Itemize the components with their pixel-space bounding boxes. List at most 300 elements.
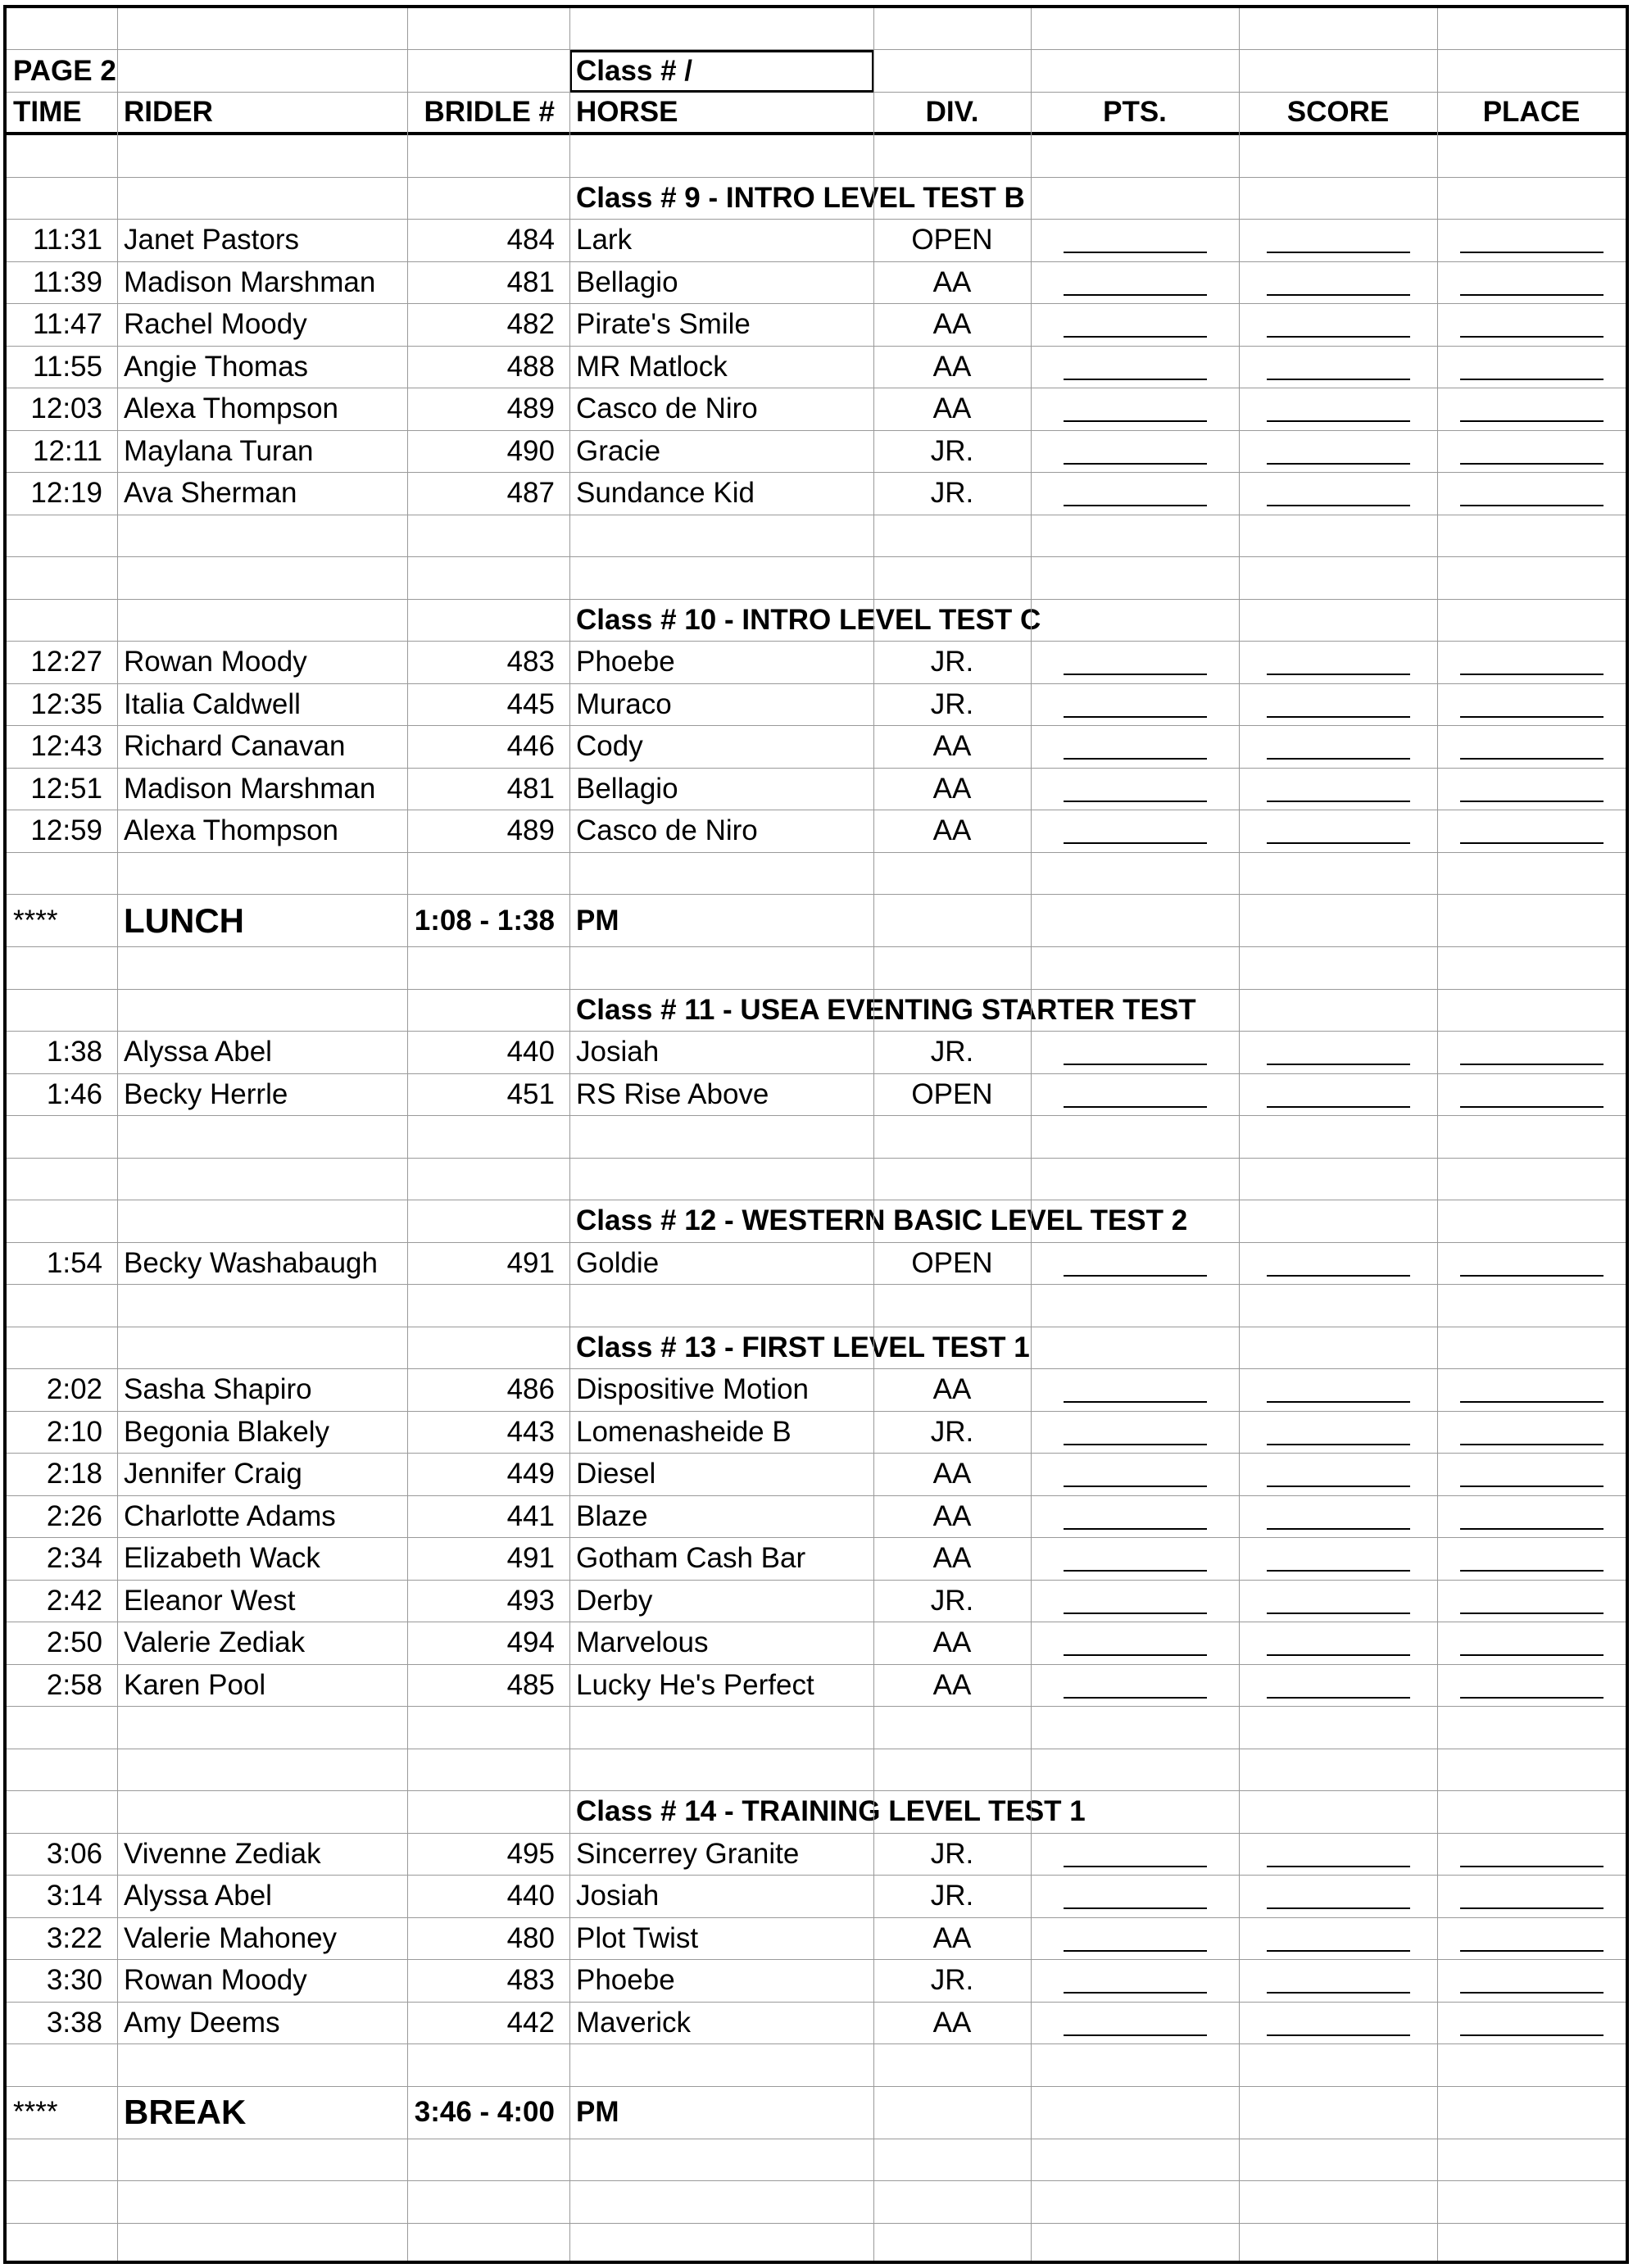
place-field[interactable] xyxy=(1437,1243,1626,1285)
entry-horse: Gracie xyxy=(576,434,661,467)
place-field-line[interactable] xyxy=(1460,420,1604,422)
score-field-line[interactable] xyxy=(1267,463,1410,465)
entry-rider: Becky Washabaugh xyxy=(124,1246,378,1279)
pts-field[interactable] xyxy=(1031,684,1239,726)
entry-row xyxy=(7,388,1626,431)
entry-time: 12:19 xyxy=(30,477,102,510)
place-field-line[interactable] xyxy=(1460,801,1604,802)
place-field-line[interactable] xyxy=(1460,336,1604,338)
column-divider xyxy=(407,8,408,2261)
entry-division: JR. xyxy=(930,1880,974,1912)
entry-row xyxy=(7,1369,1626,1412)
score-field[interactable] xyxy=(1239,1074,1437,1116)
pts-field[interactable] xyxy=(1031,1665,1239,1707)
entry-time: 3:06 xyxy=(46,1837,102,1870)
break-row xyxy=(7,895,1626,947)
pts-field-line[interactable] xyxy=(1064,1697,1207,1699)
entry-bridle: 480 xyxy=(506,1921,555,1954)
place-field-line[interactable] xyxy=(1460,1444,1604,1445)
entry-row xyxy=(7,262,1626,305)
entry-division: AA xyxy=(932,814,972,847)
entry-horse: Blaze xyxy=(576,1499,648,1532)
pts-field[interactable] xyxy=(1031,388,1239,430)
place-field[interactable] xyxy=(1437,642,1626,683)
place-field[interactable] xyxy=(1437,1074,1626,1116)
class-title: Class # 14 - TRAINING LEVEL TEST 1 xyxy=(576,1795,1086,1828)
pts-field[interactable] xyxy=(1031,1074,1239,1116)
entry-division: AA xyxy=(932,2006,972,2039)
score-field-line[interactable] xyxy=(1267,674,1410,675)
score-field-line[interactable] xyxy=(1267,294,1410,296)
entry-time: 2:18 xyxy=(46,1458,102,1490)
score-field-line[interactable] xyxy=(1267,1613,1410,1614)
entry-horse: MR Matlock xyxy=(576,350,728,383)
entry-time: 12:27 xyxy=(30,646,102,678)
score-field[interactable] xyxy=(1239,262,1437,304)
score-field-line[interactable] xyxy=(1267,252,1410,253)
entry-row xyxy=(7,1032,1626,1074)
place-field-line[interactable] xyxy=(1460,758,1604,760)
place-field[interactable] xyxy=(1437,1834,1626,1876)
place-field-line[interactable] xyxy=(1460,294,1604,296)
entry-horse: Derby xyxy=(576,1584,653,1617)
entry-division: AA xyxy=(932,392,972,425)
entry-time: 12:03 xyxy=(30,392,102,425)
empty-row xyxy=(7,515,1626,558)
entry-time: 1:38 xyxy=(46,1036,102,1068)
class-number-box[interactable] xyxy=(569,50,874,93)
score-field[interactable] xyxy=(1239,388,1437,430)
entry-horse: Lark xyxy=(576,224,633,256)
empty-row xyxy=(7,1285,1626,1327)
place-field[interactable] xyxy=(1437,1412,1626,1454)
score-field[interactable] xyxy=(1239,1665,1437,1707)
column-divider xyxy=(117,8,118,2261)
pts-field-line[interactable] xyxy=(1064,1613,1207,1614)
score-field-line[interactable] xyxy=(1267,1444,1410,1445)
place-field-line[interactable] xyxy=(1460,1907,1604,1909)
pts-field[interactable] xyxy=(1031,1876,1239,1917)
column-header-1: RIDER xyxy=(124,96,213,128)
score-field[interactable] xyxy=(1239,810,1437,852)
score-field-line[interactable] xyxy=(1267,1275,1410,1277)
entry-bridle: 442 xyxy=(506,2006,555,2039)
score-field[interactable] xyxy=(1239,1412,1437,1454)
pts-field[interactable] xyxy=(1031,1496,1239,1538)
score-field-line[interactable] xyxy=(1267,1106,1410,1108)
score-field[interactable] xyxy=(1239,1496,1437,1538)
score-field-line[interactable] xyxy=(1267,1950,1410,1952)
pts-field[interactable] xyxy=(1031,1834,1239,1876)
entry-bridle: 490 xyxy=(506,434,555,467)
entry-division: AA xyxy=(932,1626,972,1659)
pts-field[interactable] xyxy=(1031,431,1239,473)
entry-time: 2:26 xyxy=(46,1499,102,1532)
entry-horse: Goldie xyxy=(576,1246,660,1279)
entry-time: 11:47 xyxy=(33,308,102,341)
score-field-line[interactable] xyxy=(1267,1401,1410,1403)
class-label: Class # / xyxy=(576,54,693,87)
pts-field-line[interactable] xyxy=(1064,716,1207,718)
entry-row xyxy=(7,473,1626,515)
entry-horse: Marvelous xyxy=(576,1626,709,1659)
place-field-line[interactable] xyxy=(1460,1950,1604,1952)
pts-field-line[interactable] xyxy=(1064,463,1207,465)
pts-field-line[interactable] xyxy=(1064,1444,1207,1445)
score-field-line[interactable] xyxy=(1267,1486,1410,1487)
score-field-line[interactable] xyxy=(1267,420,1410,422)
pts-field[interactable] xyxy=(1031,473,1239,515)
entry-horse: Plot Twist xyxy=(576,1921,699,1954)
place-field[interactable] xyxy=(1437,1622,1626,1664)
pts-field[interactable] xyxy=(1031,810,1239,852)
score-field[interactable] xyxy=(1239,304,1437,346)
entry-time: 11:31 xyxy=(33,224,102,256)
pts-field[interactable] xyxy=(1031,1960,1239,2002)
pts-field[interactable] xyxy=(1031,1243,1239,1285)
entry-horse: Pirate's Smile xyxy=(576,308,751,341)
class-title-row xyxy=(7,990,1626,1032)
score-field[interactable] xyxy=(1239,769,1437,810)
entry-horse: Bellagio xyxy=(576,265,678,298)
entry-bridle: 481 xyxy=(506,772,555,805)
break-time: 1:08 - 1:38 xyxy=(414,904,555,937)
entry-horse: Casco de Niro xyxy=(576,814,758,847)
score-field-line[interactable] xyxy=(1267,1866,1410,1867)
entry-rider: Begonia Blakely xyxy=(124,1415,329,1448)
place-field[interactable] xyxy=(1437,1581,1626,1622)
entry-time: 1:54 xyxy=(46,1246,102,1279)
class-title: Class # 9 - INTRO LEVEL TEST B xyxy=(576,181,1025,214)
place-field[interactable] xyxy=(1437,262,1626,304)
pts-field[interactable] xyxy=(1031,769,1239,810)
score-field[interactable] xyxy=(1239,684,1437,726)
place-field[interactable] xyxy=(1437,1665,1626,1707)
entry-horse: Dispositive Motion xyxy=(576,1373,809,1406)
entry-division: AA xyxy=(932,1458,972,1490)
place-field-line[interactable] xyxy=(1460,505,1604,506)
place-field-line[interactable] xyxy=(1460,463,1604,465)
score-field[interactable] xyxy=(1239,1876,1437,1917)
entry-rider: Eleanor West xyxy=(124,1584,296,1617)
pts-field[interactable] xyxy=(1031,1412,1239,1454)
score-field[interactable] xyxy=(1239,1834,1437,1876)
score-field[interactable] xyxy=(1239,1032,1437,1073)
entry-row xyxy=(7,1665,1626,1708)
entry-rider: Becky Herrle xyxy=(124,1077,288,1110)
pts-field[interactable] xyxy=(1031,1032,1239,1073)
pts-field-line[interactable] xyxy=(1064,1992,1207,1994)
pts-field-line[interactable] xyxy=(1064,1907,1207,1909)
place-field-line[interactable] xyxy=(1460,1106,1604,1108)
entry-row xyxy=(7,642,1626,684)
place-field-line[interactable] xyxy=(1460,1992,1604,1994)
pts-field[interactable] xyxy=(1031,220,1239,261)
empty-row xyxy=(7,947,1626,990)
pts-field[interactable] xyxy=(1031,1581,1239,1622)
pts-field-line[interactable] xyxy=(1064,252,1207,253)
place-field-line[interactable] xyxy=(1460,252,1604,253)
score-field[interactable] xyxy=(1239,473,1437,515)
place-field-line[interactable] xyxy=(1460,1528,1604,1530)
place-field[interactable] xyxy=(1437,388,1626,430)
pts-field-line[interactable] xyxy=(1064,420,1207,422)
pts-field[interactable] xyxy=(1031,1622,1239,1664)
score-field[interactable] xyxy=(1239,431,1437,473)
entry-row xyxy=(7,1243,1626,1286)
place-field-line[interactable] xyxy=(1460,1654,1604,1656)
column-header-6: SCORE xyxy=(1286,96,1390,128)
entry-time: 12:59 xyxy=(30,814,102,847)
place-field-line[interactable] xyxy=(1460,2034,1604,2036)
break-marker: **** xyxy=(13,2096,58,2128)
score-field-line[interactable] xyxy=(1267,716,1410,718)
place-field-line[interactable] xyxy=(1460,842,1604,844)
entry-rider: Elizabeth Wack xyxy=(124,1542,320,1575)
score-field-line[interactable] xyxy=(1267,505,1410,506)
entry-horse: Cody xyxy=(576,730,643,763)
entry-bridle: 441 xyxy=(506,1499,555,1532)
entry-row xyxy=(7,1622,1626,1665)
score-field-line[interactable] xyxy=(1267,801,1410,802)
place-field[interactable] xyxy=(1437,769,1626,810)
entry-division: AA xyxy=(932,350,972,383)
place-field-line[interactable] xyxy=(1460,379,1604,380)
entry-division: AA xyxy=(932,1668,972,1701)
entry-division: JR. xyxy=(930,687,974,720)
pts-field-line[interactable] xyxy=(1064,505,1207,506)
score-field[interactable] xyxy=(1239,2003,1437,2044)
entry-rider: Sasha Shapiro xyxy=(124,1373,312,1406)
entry-division: AA xyxy=(932,308,972,341)
entry-bridle: 484 xyxy=(506,224,555,256)
pts-field-line[interactable] xyxy=(1064,1106,1207,1108)
entry-rider: Alexa Thompson xyxy=(124,814,339,847)
break-marker: **** xyxy=(13,904,58,937)
column-divider xyxy=(1239,8,1240,2261)
score-field-line[interactable] xyxy=(1267,1992,1410,1994)
pts-field[interactable] xyxy=(1031,347,1239,388)
pts-field-line[interactable] xyxy=(1064,379,1207,380)
place-field[interactable] xyxy=(1437,684,1626,726)
place-field-line[interactable] xyxy=(1460,1401,1604,1403)
entry-rider: Valerie Zediak xyxy=(124,1626,306,1659)
place-field-line[interactable] xyxy=(1460,1486,1604,1487)
pts-field-line[interactable] xyxy=(1064,1528,1207,1530)
class-title: Class # 12 - WESTERN BASIC LEVEL TEST 2 xyxy=(576,1204,1188,1237)
score-field[interactable] xyxy=(1239,347,1437,388)
pts-field-line[interactable] xyxy=(1064,674,1207,675)
entry-rider: Italia Caldwell xyxy=(124,687,301,720)
place-field[interactable] xyxy=(1437,1496,1626,1538)
entry-row xyxy=(7,1960,1626,2003)
score-field-line[interactable] xyxy=(1267,1064,1410,1065)
score-field[interactable] xyxy=(1239,642,1437,683)
entry-division: AA xyxy=(932,1499,972,1532)
score-field-line[interactable] xyxy=(1267,2034,1410,2036)
place-field-line[interactable] xyxy=(1460,1275,1604,1277)
entry-division: OPEN xyxy=(911,224,993,256)
score-field[interactable] xyxy=(1239,1243,1437,1285)
score-field[interactable] xyxy=(1239,1454,1437,1495)
pts-field[interactable] xyxy=(1031,642,1239,683)
entry-division: JR. xyxy=(930,1415,974,1448)
entry-row xyxy=(7,220,1626,262)
score-field-line[interactable] xyxy=(1267,758,1410,760)
score-field[interactable] xyxy=(1239,1369,1437,1411)
entry-rider: Rowan Moody xyxy=(124,1964,307,1997)
place-field[interactable] xyxy=(1437,1454,1626,1495)
pts-field[interactable] xyxy=(1031,304,1239,346)
entry-row xyxy=(7,684,1626,727)
entry-row xyxy=(7,1581,1626,1623)
pts-field-line[interactable] xyxy=(1064,1486,1207,1487)
entry-horse: Casco de Niro xyxy=(576,392,758,425)
page-number: PAGE 2 xyxy=(13,54,116,87)
entry-rider: Rachel Moody xyxy=(124,308,307,341)
entry-rider: Janet Pastors xyxy=(124,224,299,256)
entry-horse: Sundance Kid xyxy=(576,477,755,510)
entry-horse: Josiah xyxy=(576,1036,660,1068)
pts-field-line[interactable] xyxy=(1064,1570,1207,1572)
place-field[interactable] xyxy=(1437,1032,1626,1073)
place-field-line[interactable] xyxy=(1460,1697,1604,1699)
entry-time: 3:38 xyxy=(46,2006,102,2039)
entry-time: 12:43 xyxy=(30,730,102,763)
place-field[interactable] xyxy=(1437,1960,1626,2002)
column-divider xyxy=(1031,8,1032,2261)
column-divider xyxy=(1437,8,1438,2261)
entry-horse: RS Rise Above xyxy=(576,1077,769,1110)
column-header-0: TIME xyxy=(13,96,82,128)
pts-field[interactable] xyxy=(1031,262,1239,304)
entry-division: JR. xyxy=(930,1036,974,1068)
entry-division: OPEN xyxy=(911,1246,993,1279)
place-field[interactable] xyxy=(1437,473,1626,515)
entry-division: AA xyxy=(932,1921,972,1954)
entry-bridle: 449 xyxy=(506,1458,555,1490)
place-field[interactable] xyxy=(1437,2003,1626,2044)
pts-field-line[interactable] xyxy=(1064,1275,1207,1277)
empty-row xyxy=(7,1749,1626,1792)
pts-field-line[interactable] xyxy=(1064,1401,1207,1403)
score-field[interactable] xyxy=(1239,1581,1437,1622)
pts-field-line[interactable] xyxy=(1064,1064,1207,1065)
score-field[interactable] xyxy=(1239,1538,1437,1580)
entry-bridle: 446 xyxy=(506,730,555,763)
score-field-line[interactable] xyxy=(1267,1654,1410,1656)
entry-division: AA xyxy=(932,772,972,805)
place-field[interactable] xyxy=(1437,726,1626,768)
score-field-line[interactable] xyxy=(1267,1907,1410,1909)
entry-rider: Alyssa Abel xyxy=(124,1036,272,1068)
place-field-line[interactable] xyxy=(1460,1064,1604,1065)
entry-time: 3:14 xyxy=(46,1880,102,1912)
empty-row xyxy=(7,135,1626,178)
entry-time: 12:35 xyxy=(30,687,102,720)
score-field[interactable] xyxy=(1239,220,1437,261)
empty-row xyxy=(7,1707,1626,1749)
place-field[interactable] xyxy=(1437,1918,1626,1960)
score-field[interactable] xyxy=(1239,1918,1437,1960)
pts-field-line[interactable] xyxy=(1064,1654,1207,1656)
score-field-line[interactable] xyxy=(1267,1528,1410,1530)
place-field[interactable] xyxy=(1437,1876,1626,1917)
score-field-line[interactable] xyxy=(1267,1570,1410,1572)
pts-field[interactable] xyxy=(1031,1918,1239,1960)
class-title-row xyxy=(7,178,1626,220)
place-field-line[interactable] xyxy=(1460,1613,1604,1614)
empty-row xyxy=(7,2139,1626,2182)
break-label: BREAK xyxy=(124,2093,247,2131)
pts-field-line[interactable] xyxy=(1064,294,1207,296)
pts-field[interactable] xyxy=(1031,1538,1239,1580)
place-field[interactable] xyxy=(1437,1538,1626,1580)
score-field-line[interactable] xyxy=(1267,379,1410,380)
entry-row xyxy=(7,1412,1626,1454)
place-field[interactable] xyxy=(1437,431,1626,473)
pts-field-line[interactable] xyxy=(1064,758,1207,760)
class-title-row xyxy=(7,1200,1626,1243)
entry-horse: Lucky He's Perfect xyxy=(576,1668,814,1701)
pts-field[interactable] xyxy=(1031,726,1239,768)
score-field[interactable] xyxy=(1239,1622,1437,1664)
column-header-5: PTS. xyxy=(1103,96,1167,128)
place-field[interactable] xyxy=(1437,304,1626,346)
pts-field-line[interactable] xyxy=(1064,336,1207,338)
entry-rider: Charlotte Adams xyxy=(124,1499,336,1532)
place-field-line[interactable] xyxy=(1460,1866,1604,1867)
pts-field-line[interactable] xyxy=(1064,1866,1207,1867)
place-field-line[interactable] xyxy=(1460,1570,1604,1572)
entry-horse: Gotham Cash Bar xyxy=(576,1542,806,1575)
column-divider xyxy=(873,8,874,2261)
place-field[interactable] xyxy=(1437,1369,1626,1411)
pts-field[interactable] xyxy=(1031,1454,1239,1495)
place-field[interactable] xyxy=(1437,220,1626,261)
score-field-line[interactable] xyxy=(1267,1697,1410,1699)
entry-division: OPEN xyxy=(911,1077,993,1110)
score-field[interactable] xyxy=(1239,726,1437,768)
score-field-line[interactable] xyxy=(1267,336,1410,338)
place-field[interactable] xyxy=(1437,347,1626,388)
entry-rider: Karen Pool xyxy=(124,1668,266,1701)
entry-division: AA xyxy=(932,730,972,763)
entry-row xyxy=(7,1918,1626,1961)
break-row xyxy=(7,2087,1626,2139)
entry-row xyxy=(7,1876,1626,1918)
entry-rider: Amy Deems xyxy=(124,2006,280,2039)
score-field[interactable] xyxy=(1239,1960,1437,2002)
pts-field-line[interactable] xyxy=(1064,801,1207,802)
entry-bridle: 483 xyxy=(506,1964,555,1997)
entry-horse: Diesel xyxy=(576,1458,656,1490)
entry-rider: Alyssa Abel xyxy=(124,1880,272,1912)
pts-field[interactable] xyxy=(1031,2003,1239,2044)
score-field-line[interactable] xyxy=(1267,842,1410,844)
pts-field-line[interactable] xyxy=(1064,1950,1207,1952)
pts-field[interactable] xyxy=(1031,1369,1239,1411)
pts-field-line[interactable] xyxy=(1064,842,1207,844)
class-title-row xyxy=(7,1791,1626,1834)
entry-bridle: 494 xyxy=(506,1626,555,1659)
place-field-line[interactable] xyxy=(1460,674,1604,675)
pts-field-line[interactable] xyxy=(1064,2034,1207,2036)
place-field-line[interactable] xyxy=(1460,716,1604,718)
entry-time: 3:30 xyxy=(46,1964,102,1997)
class-title-row xyxy=(7,600,1626,642)
place-field[interactable] xyxy=(1437,810,1626,852)
